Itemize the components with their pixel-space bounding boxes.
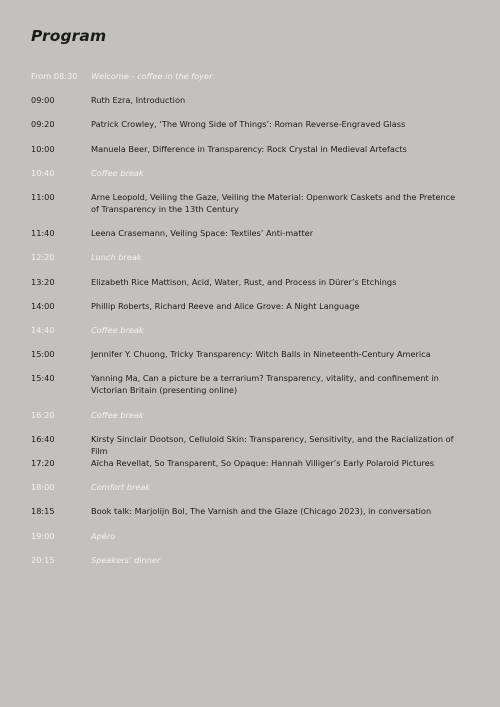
break-label: Lunch break xyxy=(91,252,142,263)
talk-title: Aïcha Revellat, So Transparent, So Opaque: Hannah Villiger’s Early Polaroid Pictures xyxy=(91,458,435,469)
talk-title: Book talk: Marjolijn Bol, The Varnish and the Glaze (Chicago 2023), in conversation xyxy=(91,506,432,517)
talk-title: Elizabeth Rice Mattison, Acid, Water, Rust, and Process in Dürer’s Etchings xyxy=(91,276,397,287)
schedule-time: 10:40 xyxy=(31,167,55,178)
talk-title: Manuela Beer, Difference in Transparency: Rock Crystal in Medieval Artefacts xyxy=(91,143,407,154)
schedule-break-row xyxy=(31,409,471,433)
schedule-list xyxy=(31,70,471,578)
schedule-time: 20:15 xyxy=(31,554,55,565)
schedule-time: 16:40 xyxy=(31,433,55,444)
schedule-talk-row xyxy=(31,372,471,408)
break-label: Coffee break xyxy=(91,167,144,178)
page-title: Program xyxy=(31,27,107,45)
schedule-time: 17:20 xyxy=(31,458,55,469)
schedule-time: 10:00 xyxy=(31,143,55,154)
schedule-break-row xyxy=(31,530,471,554)
talk-title: Patrick Crowley, ‘The Wrong Side of Things’: Roman Reverse-Engraved Glass xyxy=(91,119,406,130)
schedule-time: From 08:30 xyxy=(31,71,78,81)
schedule-talk-row xyxy=(31,118,471,142)
schedule-time: 14:00 xyxy=(31,300,55,311)
break-label: Welcome - coffee in the foyer xyxy=(91,71,213,81)
talk-title: Kirsty Sinclair Dootson, Celluloid Skin: Transparency, Sensitivity, and the Racialization of Film xyxy=(91,433,454,456)
schedule-time: 19:00 xyxy=(31,530,55,541)
break-label: Apéro xyxy=(91,530,116,541)
talk-title: Leena Crasemann, Veiling Space: Textiles’ Anti-matter xyxy=(91,228,314,239)
schedule-break-row xyxy=(31,167,471,191)
schedule-talk-row xyxy=(31,143,471,167)
schedule-time: 15:00 xyxy=(31,349,55,360)
break-label: Comfort break xyxy=(91,482,151,493)
schedule-time: 13:20 xyxy=(31,276,55,287)
break-label: Coffee break xyxy=(91,324,144,335)
schedule-talk-row xyxy=(31,457,471,481)
schedule-time: 16:20 xyxy=(31,409,55,420)
schedule-time: 09:20 xyxy=(31,119,55,130)
schedule-time: 12:20 xyxy=(31,252,55,263)
schedule-break-row xyxy=(31,481,471,505)
schedule-talk-row xyxy=(31,300,471,324)
talk-title: Arne Leopold, Veiling the Gaze, Veiling the Material: Openwork Caskets and the Pretence of Transparency in the 13th Century xyxy=(91,191,456,214)
schedule-talk-row xyxy=(31,433,471,457)
schedule-talk-row xyxy=(31,94,471,118)
talk-title: Jennifer Y. Chuong, Tricky Transparency: Witch Balls in Nineteenth-Century America xyxy=(91,349,431,360)
schedule-break-row xyxy=(31,251,471,275)
schedule-time: 11:40 xyxy=(31,228,55,239)
talk-title: Phillip Roberts, Richard Reeve and Alice Grove: A Night Language xyxy=(91,300,360,311)
schedule-break-row xyxy=(31,70,471,94)
talk-title: Yanning Ma, Can a picture be a terrarium? Transparency, vitality, and confinement in Victorian Britain (presenting online) xyxy=(91,373,439,396)
schedule-break-row xyxy=(31,324,471,348)
schedule-talk-row xyxy=(31,227,471,251)
schedule-time: 15:40 xyxy=(31,373,55,384)
schedule-break-row xyxy=(31,554,471,578)
schedule-talk-row xyxy=(31,505,471,529)
break-label: Coffee break xyxy=(91,409,144,420)
break-label: Speakers’ dinner xyxy=(91,554,161,565)
schedule-time: 18:15 xyxy=(31,506,55,517)
schedule-time: 11:00 xyxy=(31,191,55,202)
schedule-time: 14:40 xyxy=(31,324,55,335)
schedule-time: 18:00 xyxy=(31,482,55,493)
schedule-talk-row xyxy=(31,276,471,300)
talk-title: Ruth Ezra, Introduction xyxy=(91,95,186,106)
schedule-time: 09:00 xyxy=(31,95,55,106)
schedule-talk-row xyxy=(31,348,471,372)
schedule-talk-row xyxy=(31,191,471,227)
